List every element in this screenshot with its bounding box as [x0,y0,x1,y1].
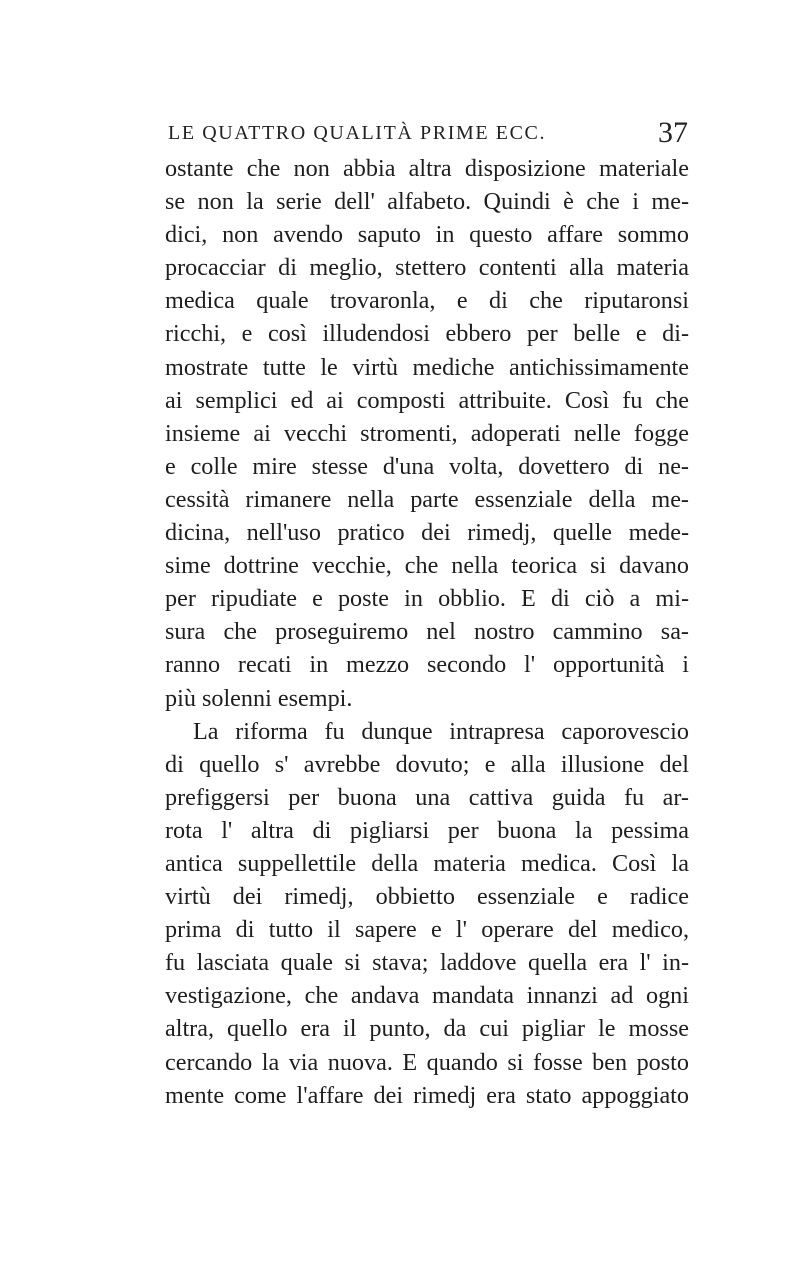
text-line: insieme ai vecchi stromenti, adoperati nelle fogge [165,419,689,447]
text-line: prefiggersi per buona una cattiva guida fu ar- [165,783,689,811]
running-title: LE QUATTRO QUALITÀ PRIME ECC. [168,122,547,144]
text-line: ai semplici ed ai composti attribuite. Così fu che [165,386,689,414]
text-line: sura che proseguiremo nel nostro cammino sa- [165,618,689,646]
text-line: sime dottrine vecchie, che nella teorica si davano [165,552,689,580]
text-line: mente come l'affare dei rimedj era stato appoggiato [165,1081,689,1109]
text-line: altra, quello era il punto, da cui pigliar le mosse [165,1015,689,1043]
text-line: per ripudiate e poste in obblio. E di ciò a mi- [165,585,689,613]
running-head [168,116,688,150]
text-line: cercando la via nuova. E quando si fosse ben posto [165,1048,689,1076]
text-line: ricchi, e così illudendosi ebbero per belle e di- [165,320,689,348]
text-line: se non la serie dell' alfabeto. Quindi è che i me- [165,188,689,216]
paragraph-end-line: più solenni esempi. [165,684,353,712]
text-line: di quello s' avrebbe dovuto; e alla illusione del [165,750,689,778]
paragraph-start-line: La riforma fu dunque intrapresa caporovescio [193,717,689,745]
text-line: procacciar di meglio, stettero contenti alla materia [165,254,689,282]
text-line: e colle mire stesse d'una volta, dovettero di ne- [165,452,689,480]
text-line: vestigazione, che andava mandata innanzi ad ogni [165,982,689,1010]
text-line: ostante che non abbia altra disposizione materiale [165,155,689,182]
text-line: prima di tutto il sapere e l' operare del medico, [165,916,689,944]
text-line: dici, non avendo saputo in questo affare sommo [165,221,689,249]
text-line: medica quale trovaronla, e di che riputaronsi [165,287,689,315]
text-line: mostrate tutte le virtù mediche antichissimamente [165,353,689,381]
text-line: ranno recati in mezzo secondo l' opportunità i [165,651,689,679]
text-line: fu lasciata quale si stava; laddove quella era l' in- [165,949,689,977]
text-line: dicina, nell'uso pratico dei rimedj, quelle mede- [165,519,689,547]
text-line: rota l' altra di pigliarsi per buona la pessima [165,816,689,844]
text-line: virtù dei rimedj, obbietto essenziale e radice [165,883,689,911]
text-line: antica suppellettile della materia medica. Così la [165,849,689,877]
page-number: 37 [658,116,688,149]
text-line: cessità rimanere nella parte essenziale della me- [165,485,689,513]
body-text [165,152,689,1112]
